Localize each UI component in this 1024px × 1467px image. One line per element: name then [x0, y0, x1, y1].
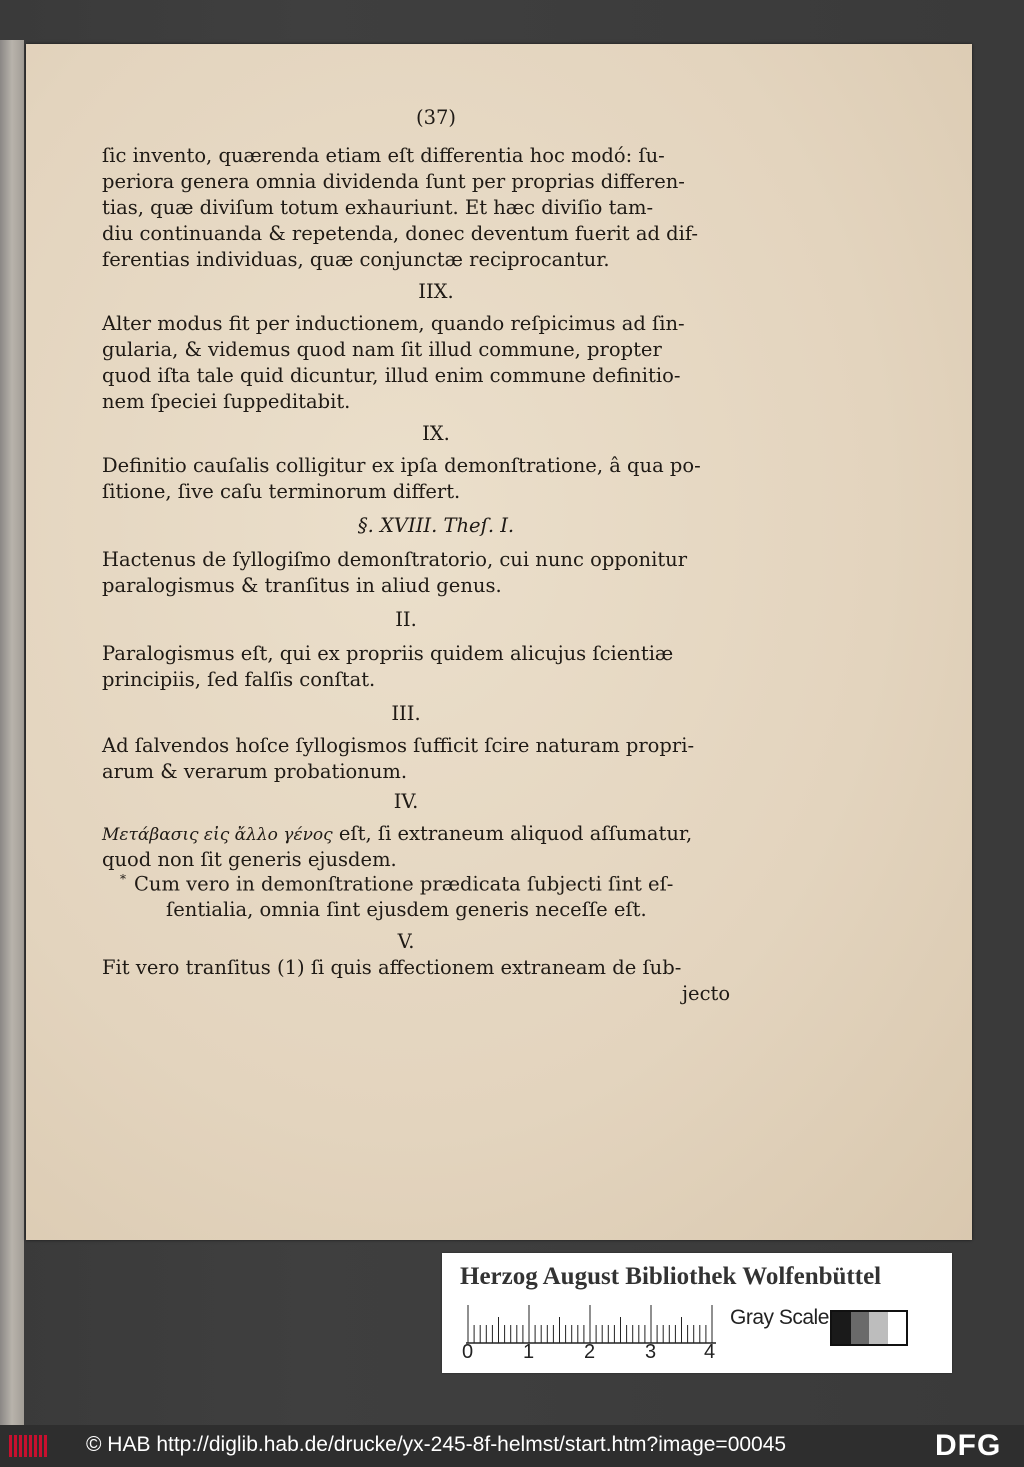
library-name: Herzog August Bibliothek Wolfenbüttel — [460, 1263, 882, 1290]
text-line: arum & verarum probationum. — [102, 760, 408, 783]
catchword: jecto — [682, 982, 731, 1005]
text-span: eſt, ſi extraneum aliquod aſſumatur, — [332, 822, 693, 845]
section-heading: V. — [397, 930, 415, 953]
section-heading: IX. — [422, 422, 450, 445]
document-page — [26, 44, 972, 1240]
page-number: (37) — [415, 106, 457, 129]
ruler-digit: 4 — [704, 1341, 716, 1363]
text-line: tias, quæ diviſum totum exhauriunt. Et hæc diviſio tam- — [102, 196, 654, 219]
section-heading: II. — [395, 608, 417, 631]
text-line: gularia, & videmus quod nam ſit illud commune, propter — [102, 338, 662, 361]
ruler-digit: 0 — [462, 1341, 474, 1363]
text-line: Alter modus fit per inductionem, quando reſpicimus ad ſin- — [102, 312, 685, 335]
gray-scale-light — [869, 1312, 888, 1344]
footnote-line: ſentialia, omnia ſint ejusdem generis neceſſe eſt. — [166, 898, 647, 921]
greek-phrase: Μετάβασις εἰς ἄλλο γένος — [102, 825, 333, 845]
text-line: Fit vero tranſitus (1) ſi quis affectionem extraneam de ſub- — [102, 956, 682, 979]
text-line: nem ſpeciei ſuppeditabit. — [102, 390, 351, 413]
ruler-digit: 2 — [584, 1341, 596, 1363]
section-heading: IV. — [393, 790, 419, 813]
gray-scale-white — [888, 1312, 907, 1344]
text-line: Paralogismus eſt, qui ex propriis quidem alicujus ſcientiæ — [102, 642, 674, 665]
library-label-card — [442, 1253, 952, 1373]
text-line: ſitione, ſive caſu terminorum differt. — [102, 480, 461, 503]
text-line: diu continuanda & repetenda, donec deventum fuerit ad dif- — [102, 222, 698, 245]
footnote-marker: * — [120, 872, 126, 886]
dfg-logo: DFG — [935, 1429, 1002, 1462]
text-line — [102, 822, 692, 845]
text-line: periora genera omnia dividenda ſunt per proprias differen- — [102, 170, 685, 193]
gray-scale-label: Gray Scale — [730, 1306, 829, 1329]
text-line: paralogismus & tranſitus in aliud genus. — [102, 574, 502, 597]
hab-logo-icon — [8, 1431, 48, 1461]
text-line: ſic invento, quærenda etiam eſt differentia hoc modó: ſu- — [102, 144, 665, 167]
text-line: Definitio cauſalis colligitur ex ipſa demonſtratione, â qua po- — [102, 454, 701, 477]
text-line: Ad ſalvendos hoſce ſyllogismos ſufficit ſcire naturam propri- — [102, 734, 695, 757]
gray-scale-black — [832, 1312, 851, 1344]
ruler-digit: 3 — [645, 1341, 657, 1363]
facing-page-edge — [0, 40, 24, 1425]
text-line: ferentias individuas, quæ conjunctæ reciprocantur. — [102, 248, 610, 271]
text-line: Hactenus de ſyllogiſmo demonſtratorio, cui nunc opponitur — [102, 548, 688, 571]
section-heading: §. XVIII. Theſ. I. — [357, 514, 515, 537]
section-heading: IIX. — [418, 280, 454, 303]
gray-scale-dark — [851, 1312, 870, 1344]
gray-scale-swatch — [830, 1310, 908, 1346]
ruler-digit: 1 — [523, 1341, 535, 1363]
viewer-footer — [0, 1425, 1024, 1467]
text-line: quod non ſit generis ejusdem. — [102, 848, 397, 871]
footnote-line — [120, 872, 673, 896]
copyright-link[interactable]: © HAB http://diglib.hab.de/drucke/yx-245-8f-helmst/start.htm?image=00045 — [86, 1433, 787, 1456]
text-span: Cum vero in demonſtratione prædicata ſubjecti ſint eſ- — [134, 872, 674, 896]
text-line: quod iſta tale quid dicuntur, illud enim commune definitio- — [102, 364, 681, 387]
section-heading: III. — [391, 702, 421, 725]
text-line: principiis, ſed falſis conſtat. — [102, 668, 376, 691]
measurement-ruler — [466, 1303, 716, 1345]
